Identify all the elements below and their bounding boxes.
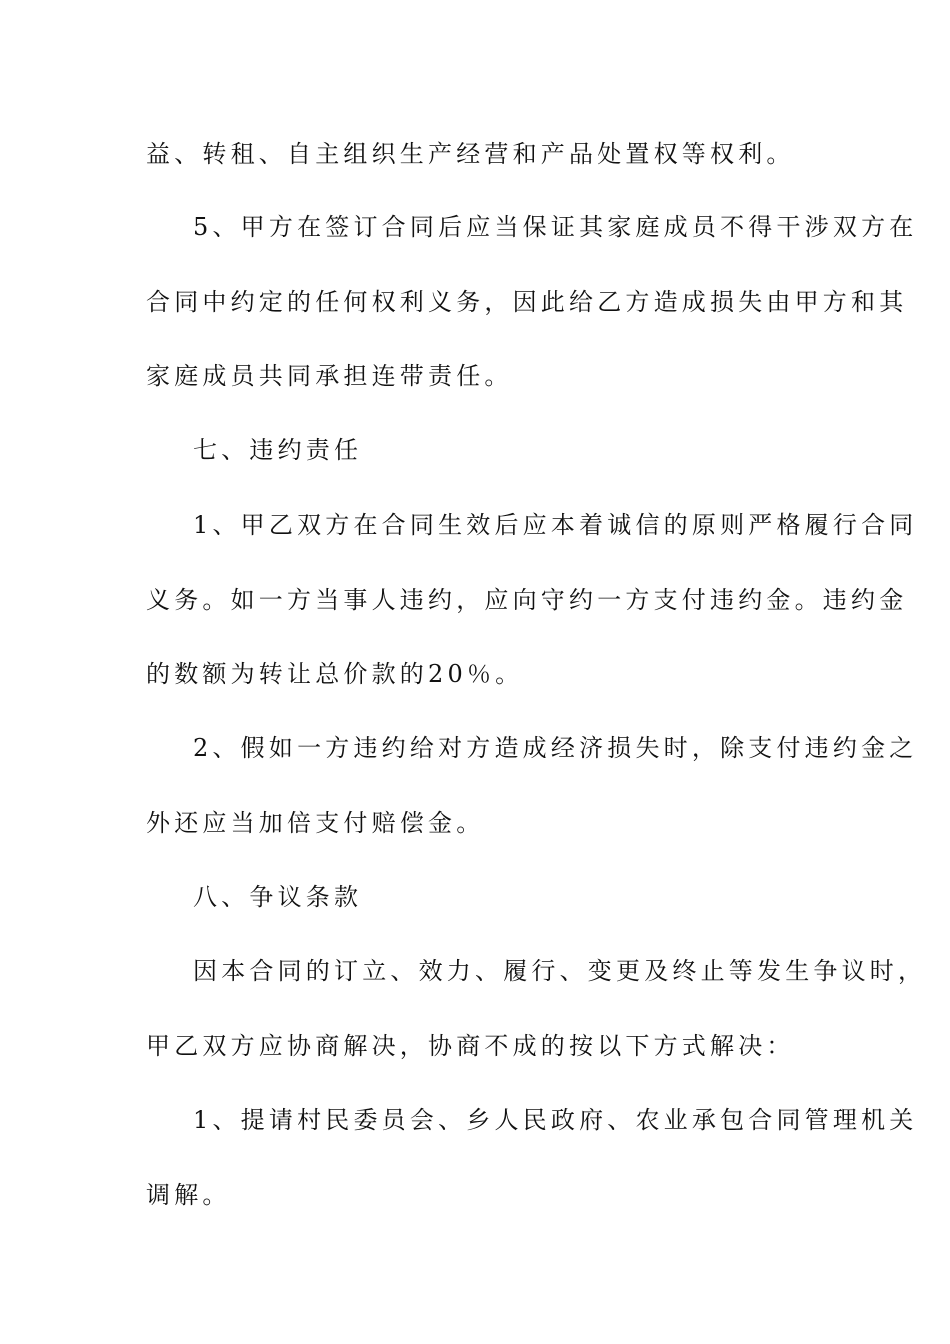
- text-line: 合同中约定的任何权利义务，因此给乙方造成损失由甲方和其: [146, 288, 908, 316]
- dispute-clause-1-line: 1、提请村民委员会、乡人民政府、农业承包合同管理机关: [193, 1106, 918, 1134]
- clause-5-line: 5、甲方在签订合同后应当保证其家庭成员不得干涉双方在: [193, 213, 918, 241]
- text-line: 义务。如一方当事人违约，应向守约一方支付违约金。违约金: [146, 586, 908, 614]
- dispute-intro-line: 因本合同的订立、效力、履行、变更及终止等发生争议时，: [193, 957, 927, 985]
- text-line: 调解。: [146, 1181, 231, 1209]
- clause-2-line: 2、假如一方违约给对方造成经济损失时，除支付违约金之: [193, 734, 918, 762]
- section-heading-breach: 七、违约责任: [193, 436, 363, 464]
- text-line: 外还应当加倍支付赔偿金。: [146, 809, 485, 837]
- text-line: 的数额为转让总价款的20％。: [146, 660, 524, 688]
- text-line: 益、转租、自主组织生产经营和产品处置权等权利。: [146, 140, 795, 168]
- section-heading-dispute: 八、争议条款: [193, 883, 363, 911]
- clause-1-line: 1、甲乙双方在合同生效后应本着诚信的原则严格履行合同: [193, 511, 918, 539]
- text-line: 甲乙双方应协商解决，协商不成的按以下方式解决：: [146, 1032, 795, 1060]
- text-line: 家庭成员共同承担连带责任。: [146, 362, 513, 390]
